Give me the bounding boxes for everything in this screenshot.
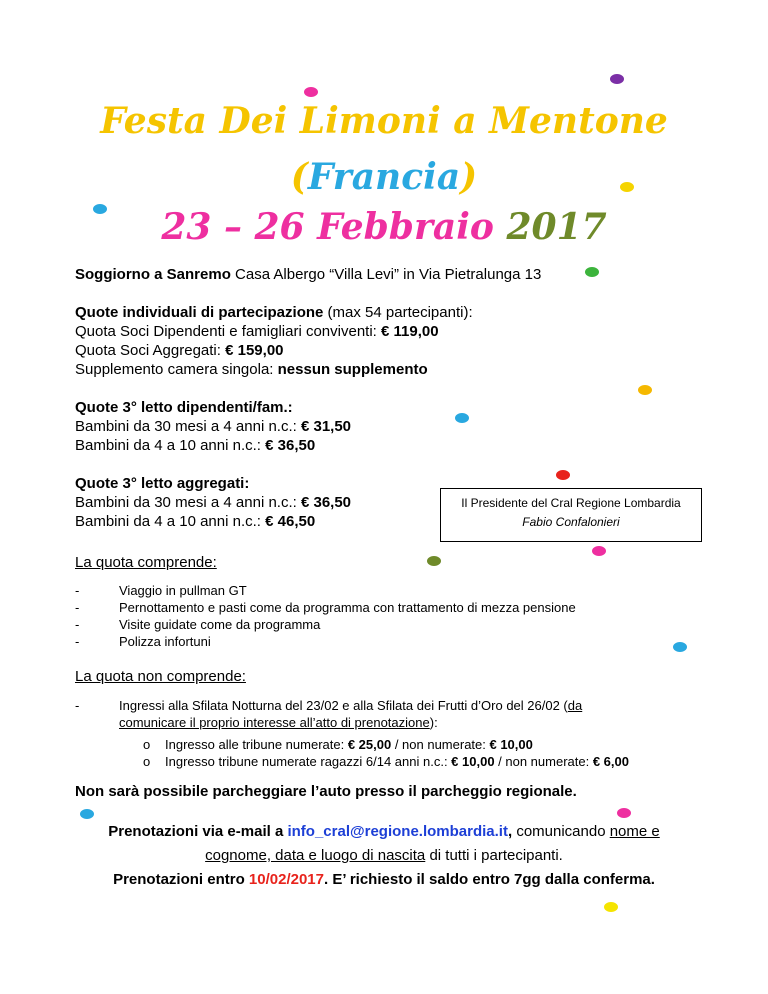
signature-name: Fabio Confalonieri bbox=[522, 515, 620, 529]
confetti-dot-purple bbox=[610, 74, 624, 84]
third-bed-dip-row: Bambini da 4 a 10 anni n.c.: € 36,50 bbox=[75, 437, 316, 454]
confetti-dot-orange bbox=[638, 385, 652, 395]
booking-line-2: cognome, data e luogo di nascita di tutti i partecipanti. bbox=[205, 847, 563, 864]
email-link[interactable]: info_cral@regione.lombardia.it bbox=[287, 823, 508, 840]
third-bed-dip-heading: Quote 3° letto dipendenti/fam.: bbox=[75, 399, 293, 416]
quote-aggregati: Quota Soci Aggregati: € 159,00 bbox=[75, 342, 284, 359]
third-bed-agg-row: Bambini da 4 a 10 anni n.c.: € 46,50 bbox=[75, 513, 316, 530]
signature-box bbox=[440, 488, 702, 542]
confetti-dot-yellow bbox=[604, 902, 618, 912]
third-bed-agg-heading: Quote 3° letto aggregati: bbox=[75, 475, 250, 492]
confetti-dot-blue bbox=[455, 413, 469, 423]
confetti-dot-pink bbox=[592, 546, 606, 556]
third-bed-agg-row: Bambini da 30 mesi a 4 anni n.c.: € 36,50 bbox=[75, 494, 352, 511]
quotes-heading: Quote individuali di partecipazione (max 54 partecipanti): bbox=[75, 304, 473, 321]
confetti-dot-pink bbox=[617, 808, 631, 818]
page: Festa Dei Limoni a Mentone (Francia) 23 – 26 Febbraio 2017 Soggiorno a Sanremo Casa Albergo “Villa Levi” in Via Pietralunga 13 Quote individuali di partecipazione (max 54 partecipanti): Quota Soci Dipendenti e famigliari conviventi: € 119,00 Quota Soci Aggregati: € 159,00 Supplemento camera singola: nessun supplemento Quote 3° letto dipendenti/fam.: Bambini da 30 mesi a 4 anni n.c.: € 31,50 Bambini da 4 a 10 anni n.c.: € 36,50 Quote 3° letto aggregati: Bambini da 30 mesi a 4 anni n.c.: € 36,50 Bambini da 4 a 10 anni n.c.: € 46,50 Il Presidente del Cral Regione Lombardia Fabio Confalonieri La quota comprende: - Viaggio in pullman GT - Pernottamento e pasti come da programma con trattamento di mezza pensione - Visite guidate come da programma - Polizza infortuni La quota non comprende: - Ingressi alla Sfilata Notturna del 23/02 e alla Sfilata dei Frutti d’Oro del 26/02 (da comunicare il proprio interesse all’atto di prenotazione): o Ingresso alle tribune numerate: € 25,00 / non numerate: € 10,00 o Ingresso tribune numerate ragazzi 6/14 anni n.c.: € 10,00 / non numerate: € 6,00 Non sarà possibile parcheggiare l’auto presso il parcheggio regionale. Prenotazioni via e-mail a info_cral@regione.lombardia.it, comunicando nome e cognome, data e luogo di nascita di tutti i partecipanti. Prenotazioni entro 10/02/2017. E’ richiesto il saldo entro 7gg dalla conferma. bbox=[0, 0, 768, 994]
confetti-dot-blue bbox=[673, 642, 687, 652]
confetti-dot-green bbox=[427, 556, 441, 566]
parking-notice: Non sarà possibile parcheggiare l’auto presso il parcheggio regionale. bbox=[75, 783, 577, 800]
page-title: Festa Dei Limoni a Mentone bbox=[100, 100, 668, 142]
third-bed-dip-row: Bambini da 30 mesi a 4 anni n.c.: € 31,50 bbox=[75, 418, 352, 435]
excludes-heading: La quota non comprende: bbox=[75, 668, 246, 685]
includes-heading: La quota comprende: bbox=[75, 554, 217, 571]
confetti-dot-red bbox=[556, 470, 570, 480]
signature-role: Il Presidente del Cral Regione Lombardia bbox=[461, 496, 681, 510]
booking-deadline: Prenotazioni entro 10/02/2017. E’ richiesto il saldo entro 7gg dalla conferma. bbox=[113, 871, 655, 888]
stay-line: Soggiorno a Sanremo Casa Albergo “Villa Levi” in Via Pietralunga 13 bbox=[75, 266, 542, 283]
quote-soci: Quota Soci Dipendenti e famigliari conviventi: € 119,00 bbox=[75, 323, 439, 340]
title-country: (Francia) bbox=[290, 156, 478, 198]
booking-line-1: Prenotazioni via e-mail a info_cral@regione.lombardia.it, comunicando nome e bbox=[108, 823, 660, 840]
title-dates: 23 – 26 Febbraio 2017 bbox=[161, 206, 607, 248]
confetti-dot-blue bbox=[80, 809, 94, 819]
confetti-dot-green bbox=[585, 267, 599, 277]
quote-single: Supplemento camera singola: nessun supplemento bbox=[75, 361, 428, 378]
